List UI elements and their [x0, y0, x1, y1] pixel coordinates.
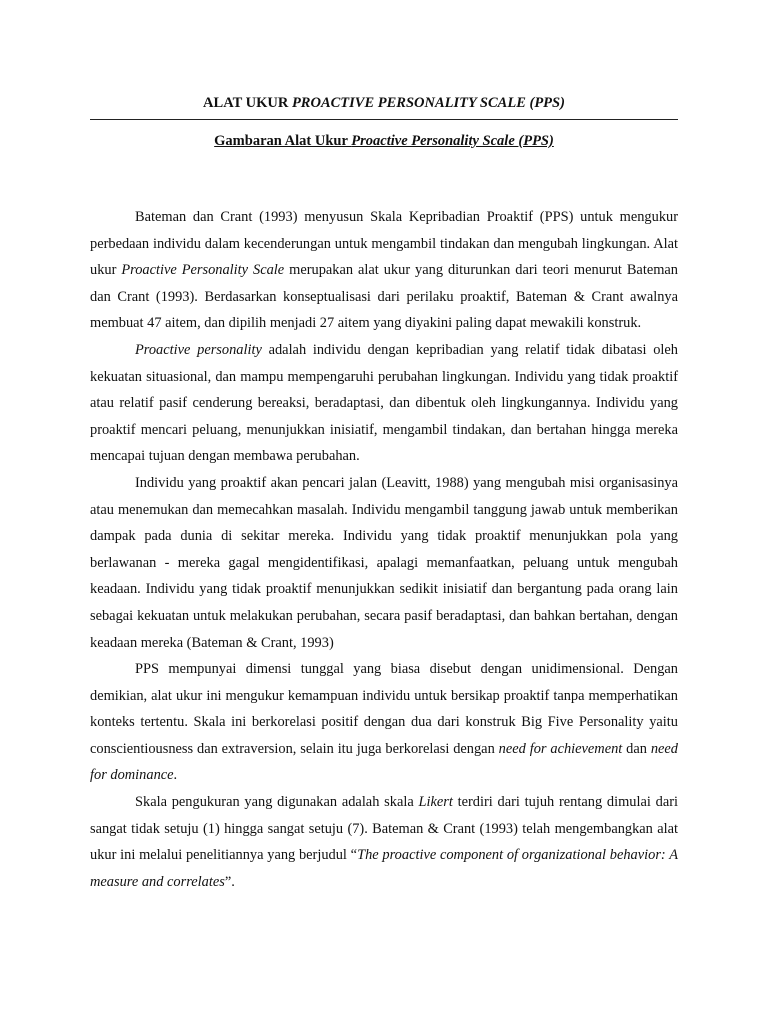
italic-text: need for achievement: [498, 740, 623, 757]
paragraph-text: merupakan alat ukur yang diturunkan dari teori menurut Bateman dan Crant (1993). Berdasarkan konseptualisasi dari perilaku proaktif, Bateman & Crant awalnya membuat 47 aitem, dan dipilih menjadi 27 aitem yang diyakini paling dapat mewakili konstruk.: [90, 262, 678, 332]
italic-text: The proactive component of organizational behavior: A measure and correlates: [90, 847, 679, 890]
italic-text: Proactive personality: [135, 341, 262, 358]
subtitle-italic: Proactive Personality Scale (PPS): [351, 133, 554, 149]
paragraph-text: Skala pengukuran yang digunakan adalah skala: [135, 794, 419, 811]
paragraph: [90, 656, 678, 789]
paragraph-text: adalah individu dengan kepribadian yang relatif tidak dibatasi oleh kekuatan situasional, dan mampu mempengaruhi perubahan lingkungan. Individu yang tidak proaktif atau relatif pasif cenderung bereaksi, beradaptasi, dan dibentuk oleh lingkungannya. Individu yang proaktif mencari peluang, menunjukkan inisiatif, mengambil tindakan, dan bertahan hingga mereka mencapai tujuan dengan membawa perubahan.: [90, 341, 678, 465]
paragraph: [90, 337, 678, 470]
paragraph-text: Individu yang proaktif akan pencari jalan (Leavitt, 1988) yang mengubah misi organisasinya atau menemukan dan memecahkan masalah. Individu mengambil tanggung jawab untuk memberikan dampak pada dunia di sekitar mereka. Individu yang tidak proaktif menunjukkan pola yang berlawanan - mereka gagal mengidentifikasi, apalagi memanfaatkan, peluang untuk mengubah keadaan. Individu yang tidak proaktif menunjukkan sedikit inisiatif dan bergantung pada orang lain sebagai kekuatan untuk melakukan perubahan, secara pasif beradaptasi, dan bahkan bertahan, dengan keadaan mereka (Bateman & Crant, 1993): [90, 474, 678, 651]
italic-text: Likert: [418, 794, 453, 811]
paragraph-text: dan: [622, 740, 651, 757]
paragraph: [90, 204, 678, 337]
subtitle-prefix: Gambaran Alat Ukur: [214, 133, 352, 149]
title-italic: PROACTIVE PERSONALITY SCALE (PPS): [291, 95, 565, 111]
italic-text: need for dominance: [90, 740, 678, 784]
paragraph-text: .: [173, 767, 178, 784]
paragraph: [90, 470, 678, 656]
paragraph-text: terdiri dari tujuh rentang dimulai dari sangat tidak setuju (1) hingga sangat setuju (7). Bateman & Crant (1993) telah mengembangkan alat ukur ini melalui penelitiannya yang berjudul “: [90, 794, 678, 864]
page-title: [90, 94, 678, 112]
paragraph: [90, 789, 678, 895]
paragraph-text: Bateman dan Crant (1993) menyusun Skala Kepribadian Proaktif (PPS) untuk mengukur perbedaan individu dalam kecenderungan untuk mengambil tindakan dan mengubah lingkungan. Alat ukur: [90, 209, 678, 279]
title-divider: [90, 119, 678, 120]
paragraph-text: PPS mempunyai dimensi tunggal yang biasa disebut dengan unidimensional. Dengan demikian, alat ukur ini mengukur kemampuan individu untuk bersikap proaktif tanpa memperhatikan konteks tertentu. Skala ini berkorelasi positif dengan dua dari konstruk Big Five Personality yaitu conscientiousness dan extraversion, selain itu juga berkorelasi dengan: [90, 661, 678, 757]
title-prefix: ALAT UKUR: [203, 95, 292, 111]
body-text: [90, 204, 678, 895]
paragraph-text: ”.: [224, 873, 235, 890]
section-heading: [90, 132, 678, 150]
italic-text: Proactive Personality Scale: [121, 262, 285, 279]
